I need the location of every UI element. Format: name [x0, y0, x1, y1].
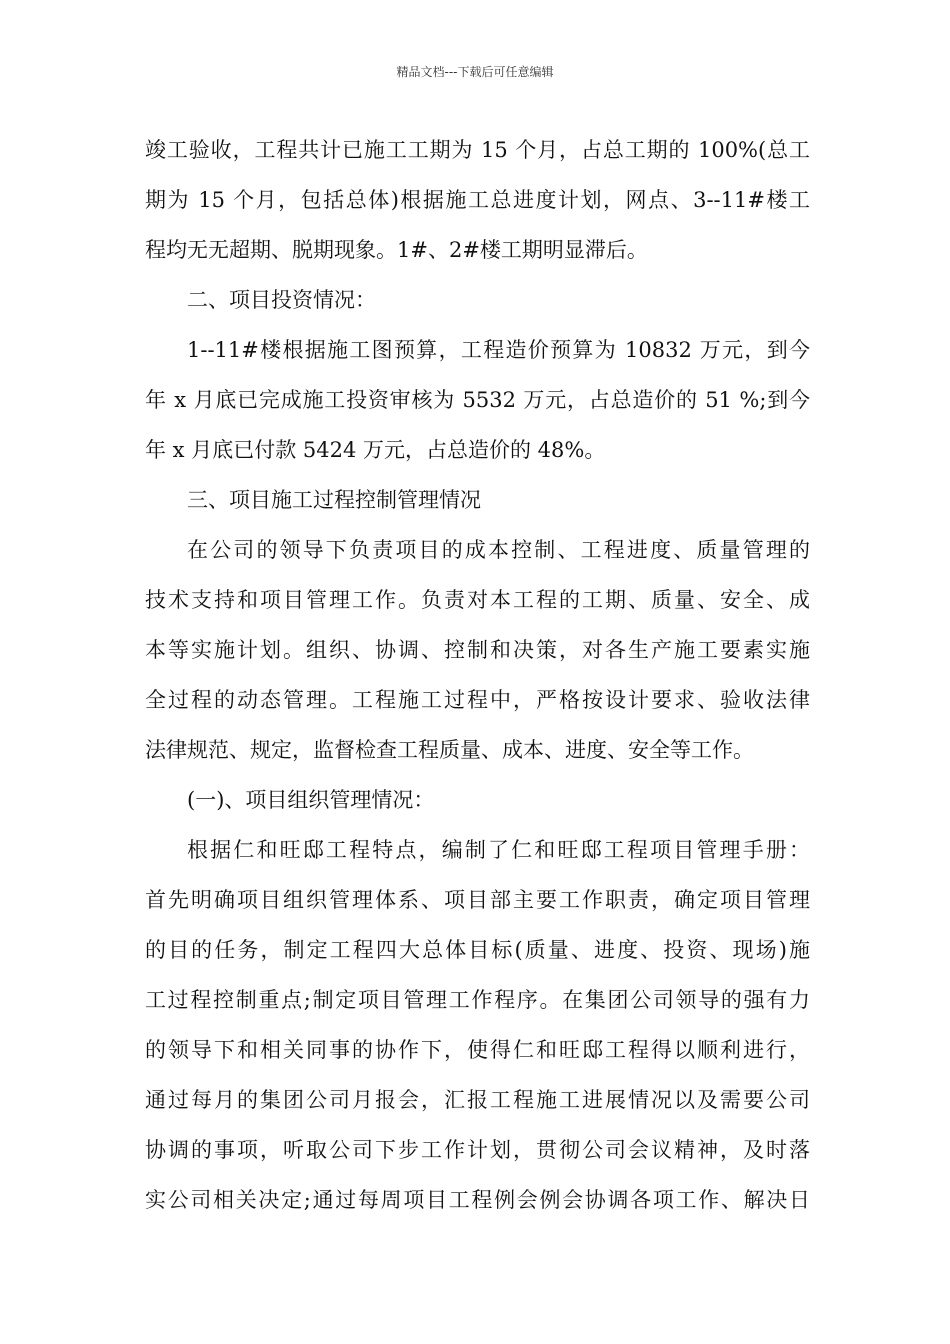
paragraph-line: 年 x 月底已付款 5424 万元，占总造价的 48%。 [145, 438, 606, 462]
paragraph-line: 程均无无超期、脱期现象。1#、2#楼工期明显滞后。 [145, 238, 648, 262]
paragraph-line: 的领导下和相关同事的协作下，使得仁和旺邸工程得以顺利进行， [145, 1038, 810, 1062]
paragraph-line: 本等实施计划。组织、协调、控制和决策，对各生产施工要素实施 [145, 638, 810, 662]
paragraph-line: 的目的任务，制定工程四大总体目标(质量、进度、投资、现场)施 [145, 938, 810, 962]
paragraph-line: 全过程的动态管理。工程施工过程中，严格按设计要求、验收法律 [145, 688, 810, 712]
page-header: 精品文档---下载后可任意编辑 [396, 65, 554, 79]
paragraph-line: 通过每月的集团公司月报会，汇报工程施工进展情况以及需要公司 [145, 1088, 810, 1112]
paragraph-line: 技术支持和项目管理工作。负责对本工程的工期、质量、安全、成 [145, 588, 810, 612]
paragraph-line: 期为 15 个月，包括总体)根据施工总进度计划，网点、3--11#楼工 [145, 188, 810, 212]
subsection-heading: (一)、项目组织管理情况： [187, 788, 435, 812]
document-body [145, 125, 810, 1225]
paragraph-line: 工过程控制重点;制定项目管理工作程序。在集团公司领导的强有力 [145, 988, 810, 1012]
paragraph-line: 首先明确项目组织管理体系、项目部主要工作职责，确定项目管理 [145, 888, 810, 912]
section-heading: 二、项目投资情况： [187, 288, 376, 312]
paragraph-line: 1--11#楼根据施工图预算，工程造价预算为 10832 万元，到今 [187, 338, 810, 362]
paragraph-line: 年 x 月底已完成施工投资审核为 5532 万元，占总造价的 51 %;到今 [145, 388, 810, 412]
paragraph-line: 法律规范、规定，监督检查工程质量、成本、进度、安全等工作。 [145, 738, 754, 762]
paragraph-line: 竣工验收，工程共计已施工工期为 15 个月，占总工期的 100%(总工 [145, 138, 810, 162]
section-heading: 三、项目施工过程控制管理情况 [187, 488, 481, 512]
paragraph-line: 在公司的领导下负责项目的成本控制、工程进度、质量管理的 [187, 538, 810, 562]
paragraph-line: 实公司相关决定;通过每周项目工程例会例会协调各项工作、解决日 [145, 1188, 810, 1212]
paragraph-line: 协调的事项，听取公司下步工作计划，贯彻公司会议精神，及时落 [145, 1138, 810, 1162]
paragraph-line: 根据仁和旺邸工程特点，编制了仁和旺邸工程项目管理手册： [187, 838, 810, 862]
